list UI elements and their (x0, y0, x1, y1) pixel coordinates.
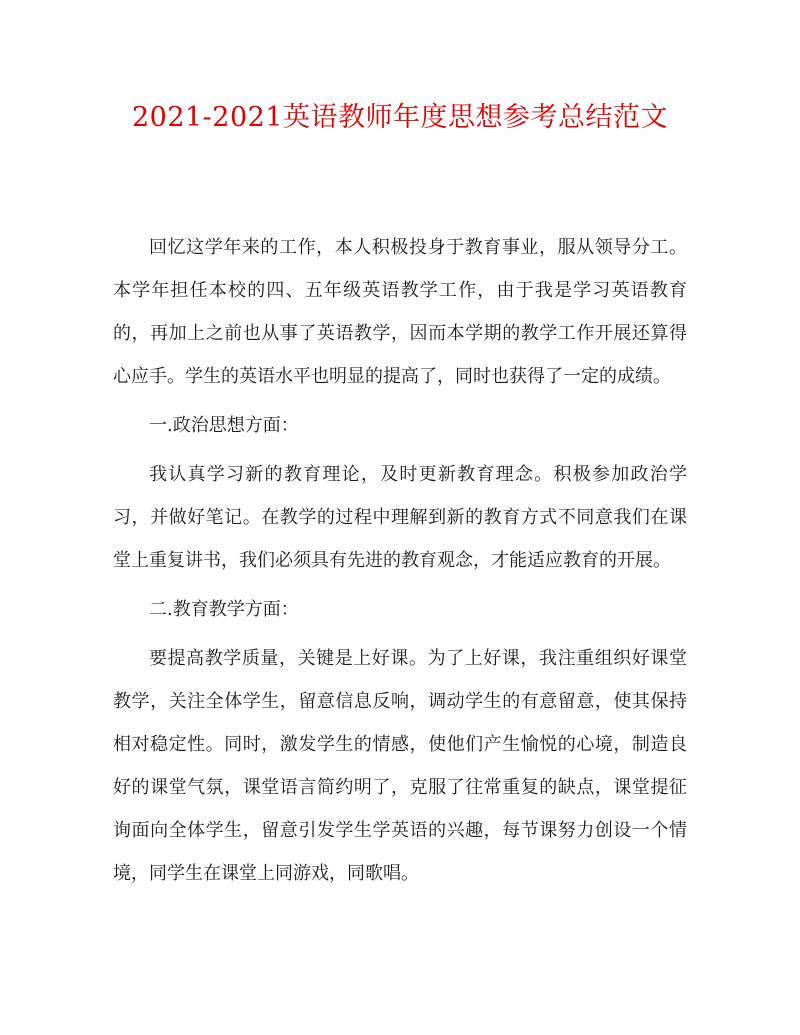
document-body (113, 226, 687, 901)
politics-paragraph: 我认真学习新的教育理论，及时更新教育理念。积极参加政治学习，并做好笔记。在教学的过程中理解到新的教育方式不同意我们在课堂上重复讲书，我们必须具有先进的教育观念，才能适应教育的开展。 (113, 464, 687, 571)
intro-paragraph: 回忆这学年来的工作，本人积极投身于教育事业，服从领导分工。本学年担任本校的四、五年级英语教学工作，由于我是学习英语教育的，再加上之前也从事了英语教学，因而本学期的教学工作开展还算得心应手。学生的英语水平也明显的提高了，同时也获得了一定的成绩。 (113, 237, 687, 387)
section-heading-teaching: 二.教育教学方面： (149, 599, 299, 620)
document-title: 2021-2021英语教师年度思想参考总结范文 (131, 102, 669, 133)
teaching-paragraph: 要提高教学质量，关键是上好课。为了上好课，我注重组织好课堂教学，关注全体学生，留意信息反响，调动学生的有意留意，使其保持相对稳定性。同时，激发学生的情感，使他们产生愉悦的心境，制造良好的课堂气氛，课堂语言简约明了，克服了往常重复的缺点，课堂提征询面向全体学生，留意引发学生学英语的兴趣，每节课努力创设一个情境，同学生在课堂上同游戏，同歌唱。 (113, 648, 687, 884)
section-heading-politics: 一.政治思想方面： (149, 415, 299, 436)
